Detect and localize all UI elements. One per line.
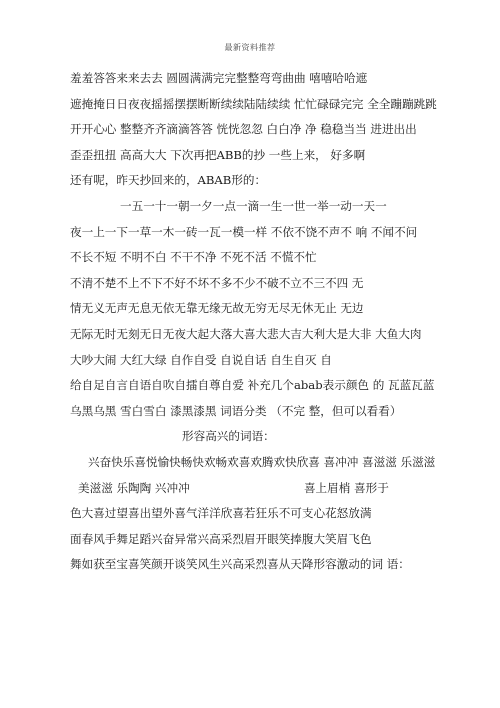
text-line: 面春风手舞足蹈兴奋异常兴高采烈眉开眼笑捧腹大笑眉飞色 [70, 531, 372, 546]
text-line: 遮掩掩日日夜夜摇摇摆摆断断续续陆陆续续 忙忙碌碌完完 全全蹦蹦跳跳 [70, 96, 437, 111]
text-line: 情无义无声无息无依无靠无缘无故无穷无尽无休无止 无边 [70, 301, 364, 316]
text-line: 夜一上一下一草一木一砖一瓦一模一样 不依不饶不声不 响 不闻不问 [70, 224, 418, 239]
text-line: 不清不楚不上不下不好不坏不多不少不破不立不三不四 无 [70, 275, 364, 290]
text-line: 还有呢，昨天抄回来的，ABAB形的： [70, 173, 267, 188]
text-line: 一五一十一朝一夕一点一滴一生一世一举一动一天一 [120, 198, 387, 213]
text-line: 不长不短 不明不白 不干不净 不死不活 不慌不忙 [70, 250, 317, 265]
text-line: 舞如获至宝喜笑颜开谈笑风生兴高采烈喜从天降形容激动的词 语： [70, 557, 410, 572]
text-line: 羞羞答答来来去去 圆圆满满完完整整弯弯曲曲 嘻嘻哈哈遮 [70, 71, 368, 85]
text-line: 色大喜过望喜出望外喜气洋洋欣喜若狂乐不可支心花怒放满 [70, 506, 372, 521]
text-line: 兴奋快乐喜悦愉快畅快欢畅欢喜欢腾欢快欣喜 喜冲冲 喜滋滋 乐滋滋 [88, 454, 436, 469]
text-line: 给自足自言自语自吹自擂自尊自爱 补充几个abab表示颜色 的 瓦蓝瓦蓝 [70, 378, 435, 393]
text-line: 歪歪扭扭 高高大大 下次再把ABB的抄 一些上来， 好多啊 [70, 147, 366, 162]
text-line: 大吵大闹 大红大绿 自作自受 自说自话 自生自灭 自 [70, 352, 332, 367]
document-body [70, 66, 440, 578]
section-heading: 形容高兴的词语： [182, 429, 275, 444]
text-line: 乌黑乌黑 雪白雪白 漆黑漆黑 词语分类 （不完 整，但可以看看） [70, 403, 402, 418]
text-line: 开开心心 整整齐齐滴滴答答 恍恍忽忽 白白净 净 稳稳当当 进进出出 [70, 122, 417, 137]
text-line: 美滋滋 乐陶陶 兴冲冲 喜上眉梢 喜形于 [78, 480, 389, 495]
text-line: 无际无时无刻无日无夜大起大落大喜大悲大吉大利大是大非 大鱼大肉 [70, 326, 422, 341]
page-header: 最新资料推荐 [224, 43, 276, 52]
